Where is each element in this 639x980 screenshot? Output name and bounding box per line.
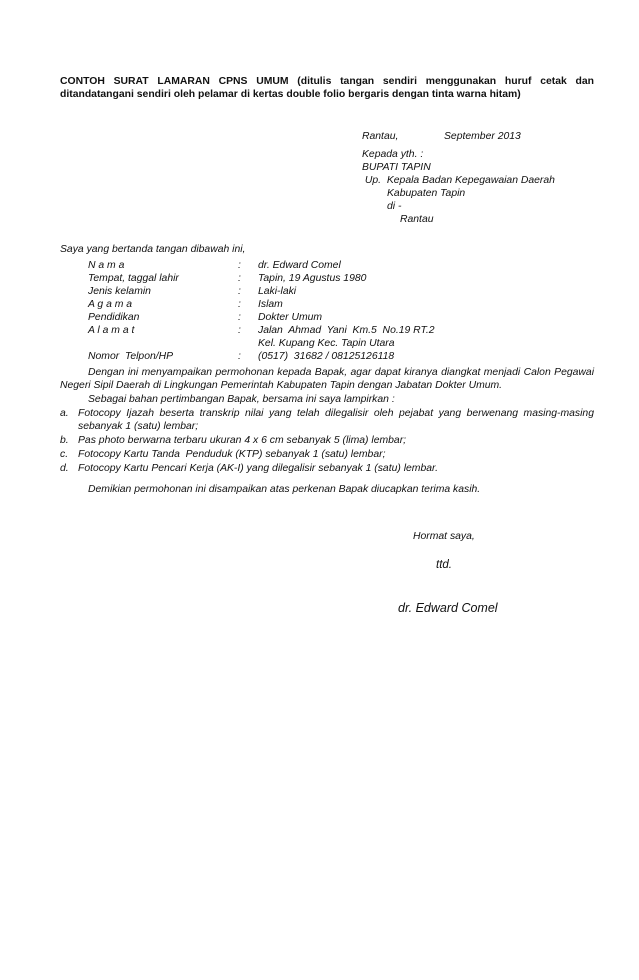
recipient-attn: Up. Kepala Badan Kepegawaian Daerah [362,175,555,186]
field-colon: : [238,312,241,323]
field-value: Jalan Ahmad Yani Km.5 No.19 RT.2 [258,325,435,336]
field-value: Kel. Kupang Kec. Tapin Utara [258,338,395,349]
list-marker: c. [60,449,69,460]
field-colon: : [238,325,241,336]
closing-greeting: Hormat saya, [413,531,475,542]
field-colon: : [238,299,241,310]
list-item [60,448,594,461]
list-item [60,407,594,433]
field-colon: : [238,351,241,362]
list-text: Fotocopy Kartu Tanda Penduduk (KTP) sebanyak 1 (satu) lembar; [78,449,386,460]
field-value: dr. Edward Comel [258,260,341,271]
field-label: N a m a [88,260,125,271]
field-colon: : [238,273,241,284]
field-label: Nomor Telpon/HP [88,351,174,362]
list-item [60,434,594,447]
attachments-intro: Sebagai bahan pertimbangan Bapak, bersama ini saya lampirkan : [88,394,395,405]
list-text: Fotocopy Ijazah beserta transkrip nilai yang telah dilegalisir oleh pejabat yang berwenang masing-masing sebanyak 1 (satu) lembar; [78,408,594,432]
closing-paragraph: Demikian permohonan ini disampaikan atas perkenan Bapak diucapkan terima kasih. [88,484,481,495]
recipient-to: Kepada yth. : [362,149,424,160]
field-label: Tempat, taggal lahir [88,273,179,284]
field-value: Dokter Umum [258,312,323,323]
field-colon: : [238,260,241,271]
recipient-official: BUPATI TAPIN [362,162,431,173]
recipient-block [362,148,602,226]
letter-heading: CONTOH SURAT LAMARAN CPNS UMUM (ditulis tangan sendiri menggunakan huruf cetak dan ditandatangani sendiri oleh pelamar di kertas double folio bergaris dengan tinta warna hitam) [60,76,594,100]
list-marker: b. [60,435,69,446]
recipient-regency: Kabupaten Tapin [387,188,466,199]
field-value: Tapin, 19 Agustus 1980 [258,273,367,284]
field-colon: : [238,286,241,297]
signer-name: dr. Edward Comel [398,601,498,615]
signature-mark: ttd. [436,559,452,571]
recipient-at: di - [387,201,402,212]
list-marker: a. [60,408,69,419]
field-label: A g a m a [88,299,133,310]
recipient-city: Rantau [400,214,434,225]
list-item [60,462,594,475]
field-label: Jenis kelamin [88,286,151,297]
field-label: A l a m a t [88,325,135,336]
date-month-year: September 2013 [444,131,521,142]
field-value: (0517) 31682 / 08125126118 [258,351,395,362]
date-place: Rantau, [362,131,399,142]
request-paragraph: Dengan ini menyampaikan permohonan kepada Bapak, agar dapat kiranya diangkat menjadi Calon Pegawai Negeri Sipil Daerah di Lingkungan Pemerintah Kabupaten Tapin dengan Jabatan Dokter Umum. [60,367,594,391]
field-value: Laki-laki [258,286,297,297]
list-text: Fotocopy Kartu Pencari Kerja (AK-I) yang dilegalisir sebanyak 1 (satu) lembar. [78,463,438,474]
intro-line: Saya yang bertanda tangan dibawah ini, [60,244,246,255]
field-label: Pendidikan [88,312,140,323]
field-value: Islam [258,299,283,310]
list-marker: d. [60,463,69,474]
list-text: Pas photo berwarna terbaru ukuran 4 x 6 cm sebanyak 5 (lima) lembar; [78,435,407,446]
letter-date [362,130,582,143]
